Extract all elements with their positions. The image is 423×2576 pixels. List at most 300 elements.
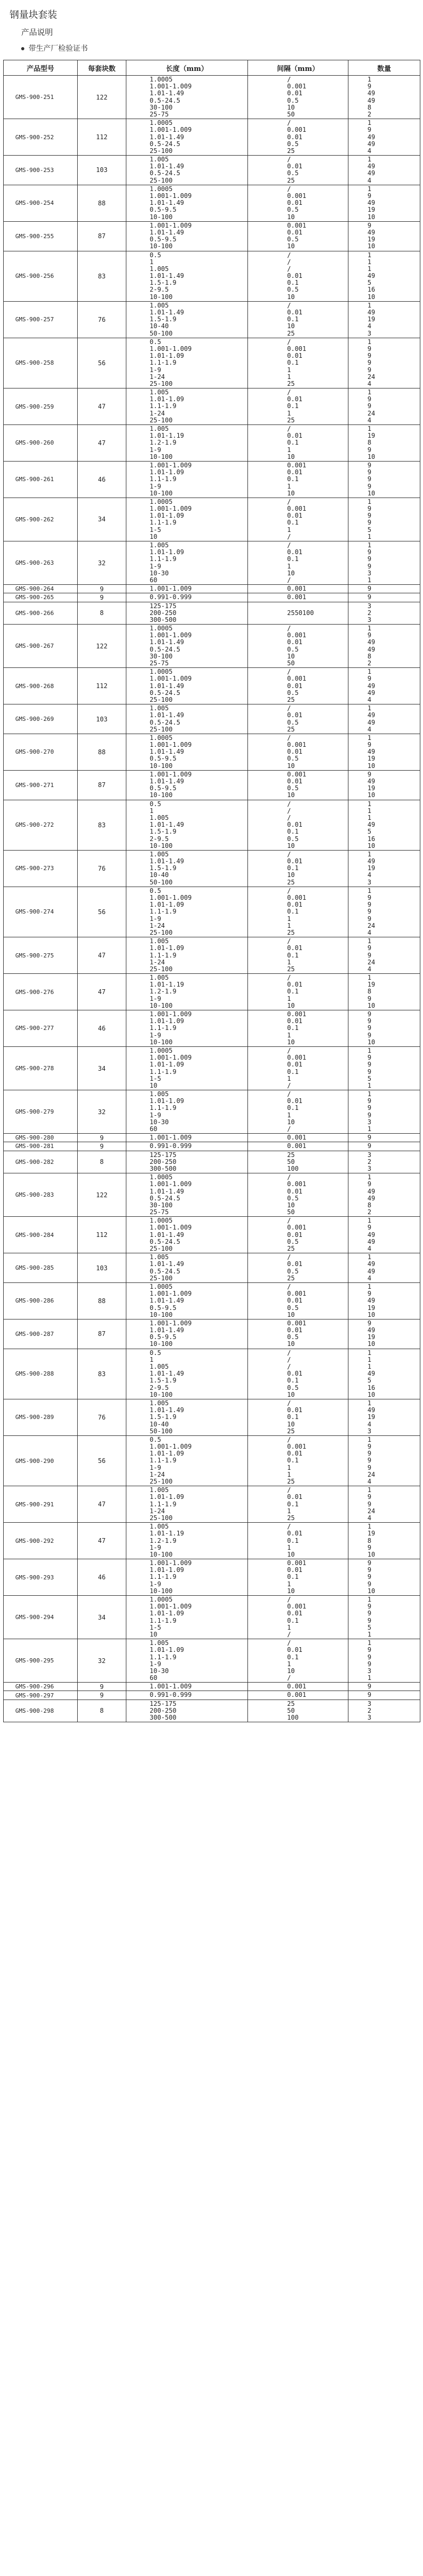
length-cell [126,541,248,585]
quantity-line: 49 [367,309,375,316]
quantity-line: 49 [367,1187,375,1195]
quantity-line: 8 [367,652,372,660]
step-line: 0.001 [287,1319,307,1327]
quantity-line: 4 [367,416,372,424]
length-cell [126,1349,248,1399]
model-cell: GMS-900-284 [4,1217,78,1253]
step-line: / [287,301,291,309]
step-line: 0.01 [287,309,302,316]
quantity-line: 9 [367,1463,372,1471]
step-line: 10 [287,1310,295,1318]
table-row [4,1559,420,1596]
step-line: 0.1 [287,402,299,410]
quantity-line: 9 [367,1054,372,1062]
block-count-cell: 83 [78,251,126,301]
quantity-line: 10 [367,791,375,799]
block-count-cell: 32 [78,1090,126,1134]
quantity-line: 9 [367,512,372,520]
step-line: 0.01 [287,778,302,785]
length-cell [126,850,248,887]
quantity-line: 49 [367,169,375,177]
step-line: 0.001 [287,1180,307,1188]
step-cell [248,937,348,974]
step-line: 0.001 [287,126,307,134]
quantity-line: 9 [367,675,372,683]
quantity-line: 19 [367,236,375,243]
step-line: 0.1 [287,555,299,563]
length-line: 1.01-1.09 [150,1566,185,1574]
length-line: 1.005 [150,1639,169,1647]
length-line: 25-100 [150,379,173,387]
table-row [4,221,420,251]
quantity-cell [348,119,420,156]
column-header-length: 长度（mm） [126,60,248,76]
quantity-line: 4 [367,725,372,733]
table-row [4,800,420,850]
quantity-line: 49 [367,821,375,829]
step-line: 0.01 [287,162,302,170]
step-line: 0.01 [287,272,302,280]
step-line: / [287,800,291,808]
step-cell [248,887,348,937]
step-cell [248,301,348,338]
block-count-cell: 9 [78,1134,126,1142]
step-line: 1 [287,995,291,1002]
length-line: 1.01-1.49 [150,1326,185,1334]
step-line: 0.1 [287,359,299,367]
length-line: 1.1-1.9 [150,1653,177,1661]
quantity-line: 49 [367,133,375,141]
quantity-line: 9 [367,951,372,959]
table-row [4,76,420,119]
quantity-line: 9 [367,1543,372,1551]
quantity-line: 9 [367,359,372,367]
block-count-cell: 88 [78,734,126,770]
block-count-cell: 47 [78,1523,126,1559]
length-line: 200-250 [150,1158,177,1165]
length-cell [126,425,248,462]
step-cell [248,1046,348,1090]
step-cell [248,625,348,668]
length-line: 0.5-24.5 [150,169,180,177]
length-line: 1.1-1.9 [150,1068,177,1075]
length-cell [126,1559,248,1596]
quantity-line: 19 [367,1413,375,1421]
length-line: 25-100 [150,695,173,703]
length-line: 10-40 [150,871,169,879]
length-line: 1.01-1.49 [150,857,185,865]
table-row [4,937,420,974]
step-line: 1 [287,1463,291,1471]
block-count-cell: 34 [78,498,126,541]
quantity-cell [348,156,420,185]
quantity-line: 9 [367,1180,372,1188]
length-line: 1.0005 [150,76,173,83]
length-cell [126,388,248,425]
quantity-line: 2 [367,110,372,118]
step-line: 10 [287,791,295,799]
quantity-line: 9 [367,1290,372,1298]
quantity-line: 9 [367,894,372,901]
length-line: 1.0005 [150,734,173,742]
step-line: 25 [287,1514,295,1522]
step-line: 0.1 [287,1653,299,1661]
model-cell: GMS-900-292 [4,1523,78,1559]
step-cell [248,1486,348,1523]
length-line: 1.5-1.9 [150,1377,177,1385]
quantity-line: 3 [367,1151,372,1159]
length-line: 1.005 [150,388,169,396]
step-line: 10 [287,1201,295,1209]
length-line: 1-24 [150,958,165,966]
length-line: 1.01-1.49 [150,1260,185,1268]
length-line: 50-100 [150,329,173,337]
length-line: 1-24 [150,1470,165,1478]
step-line: 0.01 [287,857,302,865]
quantity-line: 8 [367,439,372,447]
model-cell: GMS-900-283 [4,1173,78,1217]
length-line: 1.0005 [150,668,173,676]
length-line: 1.01-1.09 [150,1646,185,1654]
length-cell [126,887,248,937]
length-line: 10-100 [150,213,173,221]
length-line: 10-40 [150,322,169,330]
step-line: 0.01 [287,1610,302,1617]
step-line: 0.5 [287,784,299,792]
length-line: 10-100 [150,1038,173,1046]
length-line: 1.01-1.19 [150,432,185,440]
length-line: 1.005 [150,850,169,858]
quantity-line: 1 [367,425,372,432]
step-line: 1 [287,1660,291,1668]
length-line: 1-5 [150,526,161,534]
step-line: 10 [287,1038,295,1046]
quantity-line: 1 [367,1523,372,1531]
quantity-line: 4 [367,871,372,879]
step-line: 1 [287,1623,291,1631]
step-line: 0.5 [287,1194,299,1202]
table-row [4,1090,420,1134]
length-line: 2-9.5 [150,1384,169,1391]
step-line: 25 [287,1700,295,1707]
quantity-line: 9 [367,475,372,483]
length-line: 1.01-1.09 [150,352,185,360]
length-cell [126,593,248,602]
step-line: 1 [287,409,291,417]
step-line: 0.5 [287,1237,299,1245]
step-cell [248,602,348,625]
quantity-line: 1 [367,1349,372,1357]
step-line: / [287,1435,291,1443]
step-line: / [287,576,291,584]
step-line: 0.001 [287,83,307,91]
quantity-line: 3 [367,602,372,610]
step-line: 1 [287,446,291,454]
model-cell: GMS-900-276 [4,974,78,1010]
quantity-line: 4 [367,1420,372,1428]
length-line: 0.5 [150,800,161,808]
model-cell: GMS-900-295 [4,1639,78,1683]
table-row [4,1349,420,1399]
table-row [4,1639,420,1683]
model-cell: GMS-900-296 [4,1683,78,1691]
quantity-line: 9 [367,352,372,360]
quantity-line: 19 [367,1530,375,1538]
block-count-cell: 103 [78,704,126,734]
quantity-line: 49 [367,1231,375,1239]
quantity-line: 1 [367,1639,372,1647]
quantity-line: 9 [367,221,372,229]
quantity-line: 10 [367,453,375,460]
quantity-line: 9 [367,1068,372,1075]
length-line: 1-24 [150,409,165,417]
quantity-line: 3 [367,1118,372,1126]
quantity-line: 49 [367,1267,375,1275]
quantity-line: 16 [367,835,375,843]
length-line: 1.001-1.009 [150,1054,192,1062]
table-row [4,119,420,156]
step-cell [248,770,348,800]
quantity-cell [348,704,420,734]
length-line: 0.5-9.5 [150,784,177,792]
table-row [4,704,420,734]
quantity-line: 1 [367,119,372,127]
quantity-line: 9 [367,1111,372,1119]
length-line: 1.1-1.9 [150,1573,177,1581]
step-line: 0.1 [287,1457,299,1465]
length-line: 1.5-1.9 [150,279,177,287]
quantity-line: 9 [367,446,372,454]
quantity-line: 19 [367,784,375,792]
quantity-line: 9 [367,1319,372,1327]
table-header-row [4,60,420,76]
length-line: 0.5-9.5 [150,1304,177,1312]
quantity-line: 1 [367,668,372,676]
length-line: 1-24 [150,373,165,381]
model-cell: GMS-900-277 [4,1010,78,1047]
step-cell [248,338,348,388]
length-line: 1-5 [150,1074,161,1082]
length-line: 1.1-1.9 [150,908,177,916]
quantity-cell [348,1282,420,1319]
length-line: 30-100 [150,103,173,111]
block-count-cell: 47 [78,974,126,1010]
quantity-line: 9 [367,915,372,923]
block-count-cell: 8 [78,1700,126,1722]
table-row [4,541,420,585]
block-count-cell: 122 [78,625,126,668]
step-line: 50 [287,1706,295,1714]
table-row [4,1151,420,1173]
step-line: 10 [287,842,295,849]
quantity-line: 10 [367,293,375,301]
step-line: 25 [287,928,295,936]
model-cell: GMS-900-261 [4,461,78,498]
model-cell: GMS-900-262 [4,498,78,541]
model-cell: GMS-900-278 [4,1046,78,1090]
length-line: 1.01-1.09 [150,1061,185,1069]
quantity-line: 9 [367,1134,372,1142]
table-row [4,156,420,185]
step-line: / [287,258,291,266]
length-cell [126,974,248,1010]
length-cell [126,185,248,221]
quantity-cell [348,221,420,251]
step-line: 0.001 [287,593,307,601]
length-line: 1.001-1.009 [150,1683,192,1691]
step-line: / [287,1399,291,1407]
quantity-line: 2 [367,1706,372,1714]
step-line: 0.01 [287,512,302,520]
length-line: 0.5-9.5 [150,1333,177,1341]
step-line: / [287,1282,291,1290]
step-line: 1 [287,482,291,490]
quantity-cell [348,625,420,668]
column-header-count: 每套块数 [78,60,126,76]
step-line: 0.01 [287,548,302,556]
table-row [4,1282,420,1319]
quantity-line: 1 [367,1486,372,1494]
length-line: 10 [150,532,158,540]
block-count-cell: 112 [78,1217,126,1253]
length-cell [126,734,248,770]
step-cell [248,221,348,251]
step-cell [248,704,348,734]
step-cell [248,1639,348,1683]
block-count-cell: 83 [78,1349,126,1399]
quantity-line: 9 [367,1224,372,1232]
length-line: 10-30 [150,1118,169,1126]
length-cell [126,625,248,668]
bullet-dot-icon [21,47,24,50]
step-line: 0.5 [287,96,299,104]
quantity-line: 49 [367,1194,375,1202]
length-line: 1.5-1.9 [150,864,177,872]
step-cell [248,388,348,425]
step-line: 10 [287,103,295,111]
length-line: 0.991-0.999 [150,1142,192,1150]
length-line: 10-100 [150,1550,173,1558]
quantity-line: 9 [367,585,372,593]
length-line: 1.001-1.009 [150,192,192,200]
page-title: 钢量块套装 [10,10,57,21]
step-line: 10 [287,293,295,301]
step-line: 50 [287,659,295,667]
step-line: / [287,1523,291,1531]
step-line: 0.001 [287,741,307,749]
quantity-line: 9 [367,944,372,952]
quantity-line: 49 [367,689,375,697]
block-count-cell: 9 [78,1683,126,1691]
length-cell [126,301,248,338]
length-line: 0.5-9.5 [150,236,177,243]
step-line: 1 [287,526,291,534]
step-line: / [287,541,291,549]
length-cell [126,1253,248,1283]
quantity-line: 24 [367,1470,375,1478]
step-line: 0.5 [287,236,299,243]
length-line: 1.1-1.9 [150,555,177,563]
quantity-line: 8 [367,988,372,996]
step-line: / [287,498,291,505]
step-line: 1 [287,366,291,374]
length-line: 25-75 [150,1208,169,1216]
table-row [4,1217,420,1253]
step-line: 1 [287,562,291,570]
block-count-cell: 34 [78,1596,126,1639]
step-line: / [287,1674,291,1682]
quantity-line: 1 [367,937,372,945]
quantity-line: 1 [367,388,372,396]
quantity-line: 49 [367,1237,375,1245]
length-line: 25-100 [150,1478,173,1485]
step-line: / [287,1630,291,1638]
step-line: 10 [287,1118,295,1126]
table-row [4,1253,420,1283]
length-line: 1-9 [150,1111,161,1119]
length-line: 1.01-1.09 [150,901,185,909]
model-cell: GMS-900-258 [4,338,78,388]
quantity-line: 9 [367,192,372,200]
block-count-cell: 8 [78,1151,126,1173]
quantity-cell [348,770,420,800]
step-cell [248,585,348,593]
step-cell [248,1134,348,1142]
step-line: 1 [287,1111,291,1119]
quantity-line: 3 [367,1427,372,1435]
quantity-line: 9 [367,505,372,513]
length-cell [126,585,248,593]
quantity-cell [348,388,420,425]
length-line: 1.2-1.9 [150,1536,177,1544]
step-cell [248,1596,348,1639]
length-line: 10-100 [150,1001,173,1009]
length-line: 300-500 [150,616,177,623]
quantity-line: 1 [367,1363,372,1370]
quantity-line: 9 [367,908,372,916]
length-cell [126,1151,248,1173]
step-line: 0.01 [287,1406,302,1414]
step-line: / [287,1173,291,1181]
length-line: 1 [150,1355,154,1363]
step-line: 10 [287,1587,295,1595]
step-line: 0.5 [287,645,299,653]
length-line: 1.01-1.49 [150,272,185,280]
step-line: / [287,251,291,259]
step-line: 0.01 [287,432,302,440]
table-row [4,185,420,221]
step-line: 0.01 [287,748,302,756]
quantity-line: 3 [367,1714,372,1721]
step-cell [248,1683,348,1691]
quantity-cell [348,1217,420,1253]
quantity-cell [348,1142,420,1151]
step-cell [248,498,348,541]
length-line: 1.2-1.9 [150,988,177,996]
step-cell [248,850,348,887]
step-line: / [287,265,291,273]
length-line: 1.1-1.9 [150,475,177,483]
step-line: 0.001 [287,505,307,513]
step-line: / [287,1125,291,1133]
block-count-cell: 76 [78,850,126,887]
length-line: 0.5-9.5 [150,206,177,214]
quantity-line: 10 [367,213,375,221]
quantity-cell [348,338,420,388]
table-row [4,974,420,1010]
table-row [4,602,420,625]
step-cell [248,156,348,185]
